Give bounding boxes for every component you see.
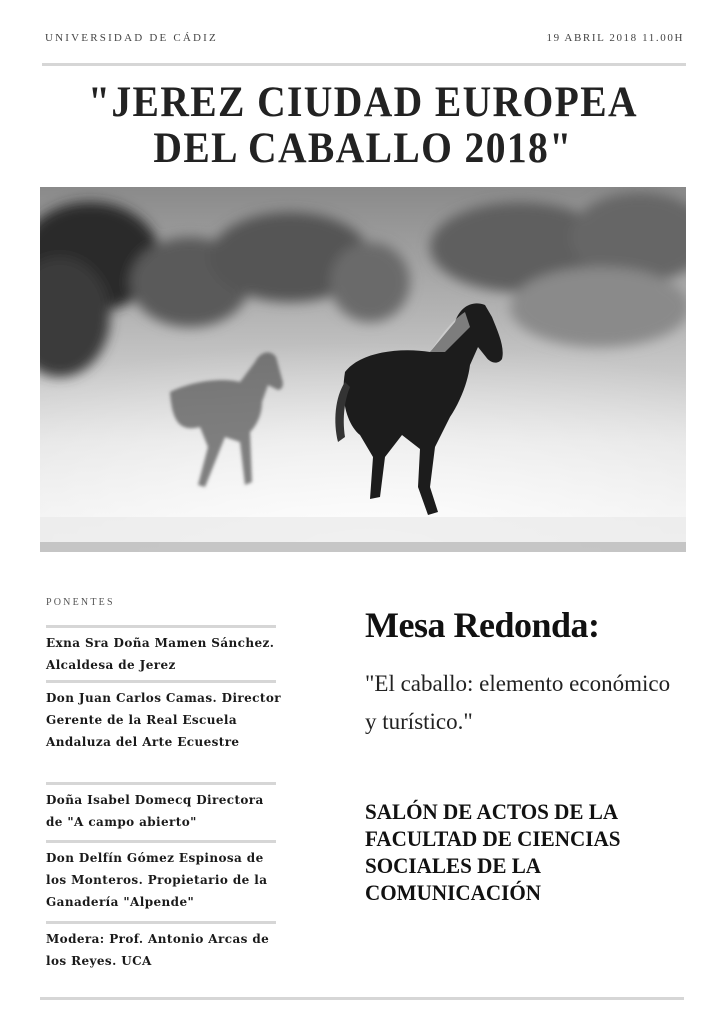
speaker-divider — [46, 680, 276, 683]
speaker-divider — [46, 921, 276, 924]
event-subtitle: "El caballo: elemento económico y turístico." — [365, 671, 671, 734]
top-divider — [42, 63, 686, 66]
event-heading: Mesa Redonda: — [365, 605, 600, 645]
speaker-divider — [46, 782, 276, 785]
speaker-item: Exna Sra Doña Mamen Sánchez. Alcaldesa de Jerez — [46, 636, 275, 672]
event-venue: SALÓN DE ACTOS DE LA FACULTAD DE CIENCIAS SOCIALES DE LA COMUNICACIÓN — [365, 799, 621, 905]
bottom-divider — [40, 997, 684, 1000]
institution-name: UNIVERSIDAD DE CÁDIZ — [45, 32, 218, 44]
event-date-time: 19 ABRIL 2018 11.00H — [546, 32, 684, 44]
speaker-item: Modera: Prof. Antonio Arcas de los Reyes. UCA — [46, 932, 270, 968]
title-line-1: "JEREZ CIUDAD EUROPEA — [88, 79, 638, 126]
speakers-label: PONENTES — [46, 597, 115, 608]
speaker-divider — [46, 625, 276, 628]
speaker-item: Don Delfín Gómez Espinosa de los Monteros. Propietario de la Ganadería "Alpende" — [46, 851, 268, 909]
poster-title — [66, 80, 660, 172]
horses-photo — [40, 187, 686, 552]
speaker-item: Don Juan Carlos Camas. Director Gerente de la Real Escuela Andaluza del Arte Ecuestre — [46, 691, 281, 749]
speaker-divider — [46, 840, 276, 843]
title-line-2: DEL CABALLO 2018" — [153, 125, 573, 172]
speaker-item: Doña Isabel Domecq Directora de "A campo abierto" — [46, 793, 264, 829]
